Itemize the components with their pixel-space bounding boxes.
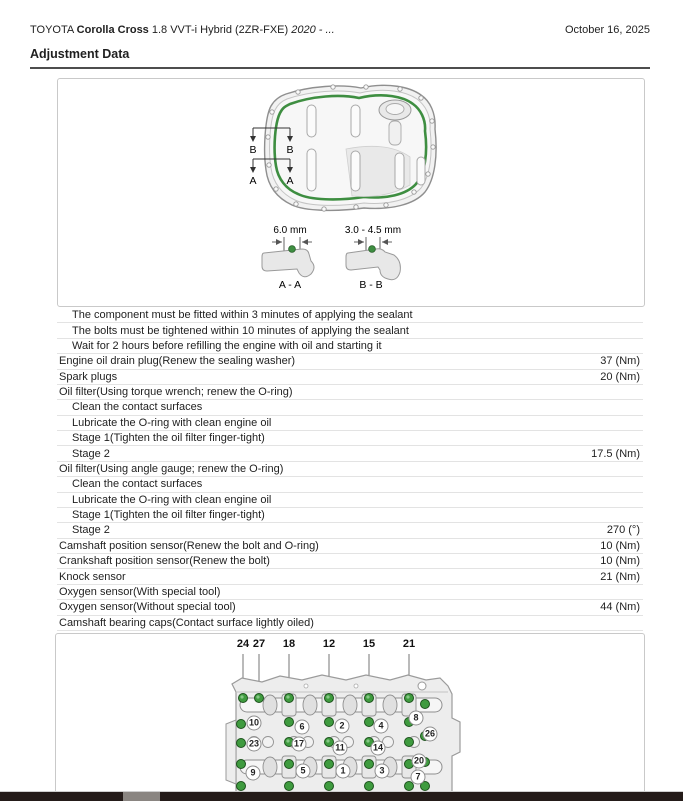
bolt-callout: 8	[409, 711, 424, 726]
table-row	[57, 462, 643, 477]
row-label: Oxygen sensor(With special tool)	[59, 585, 221, 598]
bolt-callout: 26	[423, 727, 438, 742]
bolt-sequence-label: 24	[236, 638, 250, 650]
document-date: October 16, 2025	[564, 24, 650, 36]
adjustment-data-table	[57, 308, 643, 631]
row-label: Camshaft position sensor(Renew the bolt and O-ring)	[59, 539, 319, 552]
document-header	[30, 24, 650, 36]
table-row	[57, 600, 643, 615]
flange-profile-a	[262, 249, 314, 277]
row-value: 21 (Nm)	[600, 570, 640, 583]
row-label: The component must be fitted within 3 minutes of applying the sealant	[72, 309, 413, 322]
sealant-dot-a	[289, 246, 296, 253]
row-value: 270 (°)	[606, 524, 640, 537]
table-row	[57, 446, 643, 461]
row-label: Knock sensor	[59, 570, 126, 583]
row-label: Crankshaft position sensor(Renew the bolt)	[59, 555, 270, 568]
row-value: 37 (Nm)	[600, 355, 640, 368]
row-label: Stage 2	[72, 524, 110, 537]
bolt-callout: 6	[295, 720, 310, 735]
table-row	[57, 539, 643, 554]
row-label: Oil filter(Using angle gauge; renew the O-ring)	[59, 462, 284, 475]
cylinder-head-diagram	[56, 634, 644, 801]
bolt-callout: 5	[296, 764, 311, 779]
bolt-callout: 23	[247, 737, 262, 752]
camshaft-bearing-caps-diagram-box	[55, 633, 645, 801]
sump-sealant-diagram-box	[57, 78, 645, 307]
cross-section-a	[262, 225, 314, 291]
table-row	[57, 477, 643, 492]
section-b-title: B - B	[359, 279, 383, 291]
vehicle-brand: TOYOTA	[30, 24, 77, 36]
table-row	[57, 616, 643, 631]
table-row	[57, 493, 643, 508]
bolt-callout: 14	[371, 741, 386, 756]
cylinder-head-left-ear	[226, 720, 236, 784]
bolt-sequence-label: 15	[362, 638, 376, 650]
bolt-callout: 2	[335, 719, 350, 734]
row-value: 44 (Nm)	[600, 601, 640, 614]
bolt-callout: 4	[374, 719, 389, 734]
page-title: Adjustment Data	[30, 47, 650, 69]
row-label: Clean the contact surfaces	[72, 478, 203, 491]
row-label: Stage 2	[72, 447, 110, 460]
bolt-sequence-label: 21	[402, 638, 416, 650]
oil-pan-diagram	[58, 79, 644, 304]
bolt-sequence-label: 18	[282, 638, 296, 650]
table-row	[57, 400, 643, 415]
row-label: Camshaft bearing caps(Contact surface lightly oiled)	[59, 616, 314, 629]
row-label: The bolts must be tightened within 10 minutes of applying the sealant	[72, 324, 409, 337]
table-row	[57, 523, 643, 538]
table-row	[57, 585, 643, 600]
bolt-callout: 9	[246, 766, 261, 781]
vehicle-variant: 1.8 VVT-i Hybrid (2ZR-FXE)	[148, 24, 292, 36]
row-label: Spark plugs	[59, 370, 118, 383]
bolt-callout: 11	[333, 741, 348, 756]
marker-a-right: A	[286, 175, 294, 187]
bolt-callout: 17	[292, 737, 307, 752]
vehicle-model: Corolla Cross	[76, 24, 149, 36]
marker-a-left: A	[249, 175, 257, 187]
row-label: Stage 1(Tighten the oil filter finger-tight)	[72, 432, 265, 445]
table-row	[57, 308, 643, 323]
table-row	[57, 554, 643, 569]
table-row	[57, 339, 643, 354]
row-label: Lubricate the O-ring with clean engine oil	[72, 416, 272, 429]
table-row	[57, 508, 643, 523]
dimension-a-label: 6.0 mm	[273, 225, 307, 236]
bolt-callout: 7	[411, 770, 426, 785]
section-a-title: A - A	[278, 279, 302, 291]
row-value: 17.5 (Nm)	[591, 447, 640, 460]
marker-b-left: B	[249, 144, 257, 156]
vehicle-years: 2020 - ...	[291, 24, 335, 36]
table-row	[57, 354, 643, 369]
table-row	[57, 416, 643, 431]
bolt-callout: 20	[412, 754, 427, 769]
vehicle-title	[30, 24, 335, 36]
bolt-sequence-label: 12	[322, 638, 336, 650]
bolt-callout: 10	[247, 716, 262, 731]
table-row	[57, 431, 643, 446]
table-row	[57, 385, 643, 400]
row-label: Lubricate the O-ring with clean engine oil	[72, 493, 272, 506]
flange-profile-b	[346, 249, 400, 280]
row-label: Engine oil drain plug(Renew the sealing washer)	[59, 355, 296, 368]
cross-section-b	[345, 225, 401, 291]
row-label: Stage 1(Tighten the oil filter finger-tight)	[72, 509, 265, 522]
row-label: Clean the contact surfaces	[72, 401, 203, 414]
bolt-callout: 3	[375, 764, 390, 779]
row-value: 10 (Nm)	[600, 539, 640, 552]
bolt-callout: 1	[336, 764, 351, 779]
row-label: Wait for 2 hours before refilling the engine with oil and starting it	[72, 339, 382, 352]
marker-b-right: B	[286, 144, 294, 156]
dimension-b-label: 3.0 - 4.5 mm	[344, 225, 402, 236]
row-value: 20 (Nm)	[600, 370, 640, 383]
table-row	[57, 370, 643, 385]
table-row	[57, 569, 643, 584]
row-value: 10 (Nm)	[600, 555, 640, 568]
bolt-sequence-label: 27	[252, 638, 266, 650]
row-label: Oil filter(Using torque wrench; renew the O-ring)	[59, 386, 293, 399]
sealant-dot-b	[369, 246, 376, 253]
row-label: Oxygen sensor(Without special tool)	[59, 601, 236, 614]
table-row	[57, 323, 643, 338]
